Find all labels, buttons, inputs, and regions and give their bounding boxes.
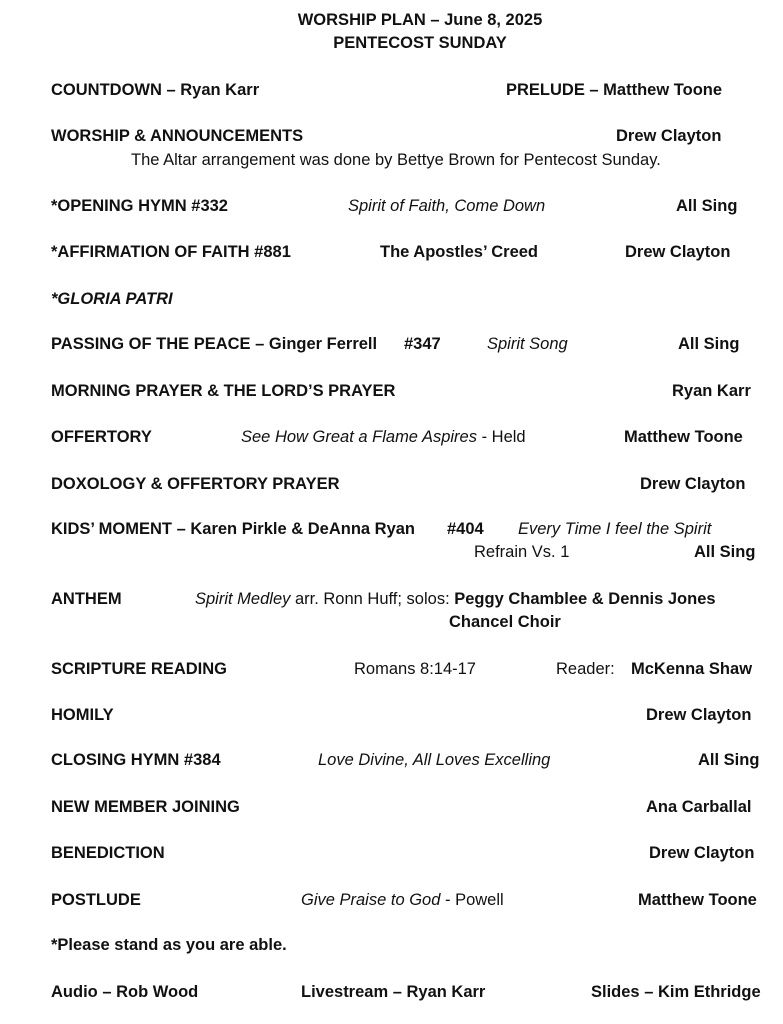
postlude-piece xyxy=(301,890,504,910)
homily-label: HOMILY xyxy=(51,706,114,724)
prelude-label: PRELUDE – Matthew Toone xyxy=(506,81,723,99)
scripture-reader: McKenna Shaw xyxy=(631,660,753,678)
benediction-label: BENEDICTION xyxy=(51,844,165,862)
audio-credit: Audio – Rob Wood xyxy=(51,983,199,1001)
page-title: WORSHIP PLAN – June 8, 2025 xyxy=(297,11,543,29)
opening-hymn-label: *OPENING HYMN #332 xyxy=(51,197,228,215)
affirmation-label: *AFFIRMATION OF FAITH #881 xyxy=(51,243,291,261)
doxology-leader: Drew Clayton xyxy=(640,475,746,493)
kids-song-detail: Refrain Vs. 1 xyxy=(474,543,570,561)
anthem-details xyxy=(195,589,716,609)
peace-label: PASSING OF THE PEACE – Ginger Ferrell xyxy=(51,335,378,353)
new-member-leader: Ana Carballal xyxy=(646,798,752,816)
peace-leader: All Sing xyxy=(678,335,740,353)
doxology-label: DOXOLOGY & OFFERTORY PRAYER xyxy=(51,475,340,493)
prayer-label: MORNING PRAYER & THE LORD’S PRAYER xyxy=(51,382,396,400)
kids-hymn-number: #404 xyxy=(447,520,484,538)
livestream-credit: Livestream – Ryan Karr xyxy=(301,983,486,1001)
peace-song-title: Spirit Song xyxy=(487,335,568,353)
worship-label: WORSHIP & ANNOUNCEMENTS xyxy=(51,127,304,145)
new-member-label: NEW MEMBER JOINING xyxy=(51,798,240,816)
homily-leader: Drew Clayton xyxy=(646,706,752,724)
scripture-label: SCRIPTURE READING xyxy=(51,660,228,678)
offertory-label: OFFERTORY xyxy=(51,428,152,446)
anthem-choir: Chancel Choir xyxy=(449,613,561,631)
offertory-leader: Matthew Toone xyxy=(624,428,743,446)
kids-moment-label: KIDS’ MOMENT – Karen Pirkle & DeAnna Ryan xyxy=(51,520,416,538)
anthem-title: Spirit Medley xyxy=(195,590,291,608)
closing-hymn-leader: All Sing xyxy=(698,751,760,769)
kids-leader: All Sing xyxy=(694,543,756,561)
closing-hymn-label: CLOSING HYMN #384 xyxy=(51,751,221,769)
stand-footnote: *Please stand as you are able. xyxy=(51,936,287,954)
countdown-label: COUNTDOWN – Ryan Karr xyxy=(51,81,260,99)
altar-note: The Altar arrangement was done by Bettye Brown for Pentecost Sunday. xyxy=(131,151,661,169)
kids-song-title: Every Time I feel the Spirit xyxy=(518,520,712,538)
page-subtitle: PENTECOST SUNDAY xyxy=(333,34,507,52)
closing-hymn-title: Love Divine, All Loves Excelling xyxy=(318,751,551,769)
prayer-leader: Ryan Karr xyxy=(672,382,751,400)
gloria-patri-label: *GLORIA PATRI xyxy=(51,290,173,308)
anthem-label: ANTHEM xyxy=(51,590,122,608)
postlude-title: Give Praise to God xyxy=(301,891,441,909)
scripture-reference: Romans 8:14-17 xyxy=(354,660,476,678)
offertory-piece xyxy=(241,427,526,447)
slides-credit: Slides – Kim Ethridge xyxy=(591,983,761,1001)
worship-leader: Drew Clayton xyxy=(616,127,722,145)
postlude-label: POSTLUDE xyxy=(51,891,141,909)
affirmation-title: The Apostles’ Creed xyxy=(380,243,539,261)
benediction-leader: Drew Clayton xyxy=(649,844,755,862)
anthem-arranger: arr. Ronn Huff; solos: xyxy=(290,590,455,608)
opening-hymn-title: Spirit of Faith, Come Down xyxy=(348,197,546,215)
postlude-leader: Matthew Toone xyxy=(638,891,757,909)
affirmation-leader: Drew Clayton xyxy=(625,243,731,261)
peace-hymn-number: #347 xyxy=(404,335,441,353)
opening-hymn-leader: All Sing xyxy=(676,197,738,215)
postlude-composer: - Powell xyxy=(440,891,504,909)
anthem-soloists: Peggy Chamblee & Dennis Jones xyxy=(454,590,716,608)
scripture-reader-label: Reader: xyxy=(556,660,615,678)
offertory-title: See How Great a Flame Aspires xyxy=(241,428,477,446)
offertory-composer: - Held xyxy=(476,428,526,446)
